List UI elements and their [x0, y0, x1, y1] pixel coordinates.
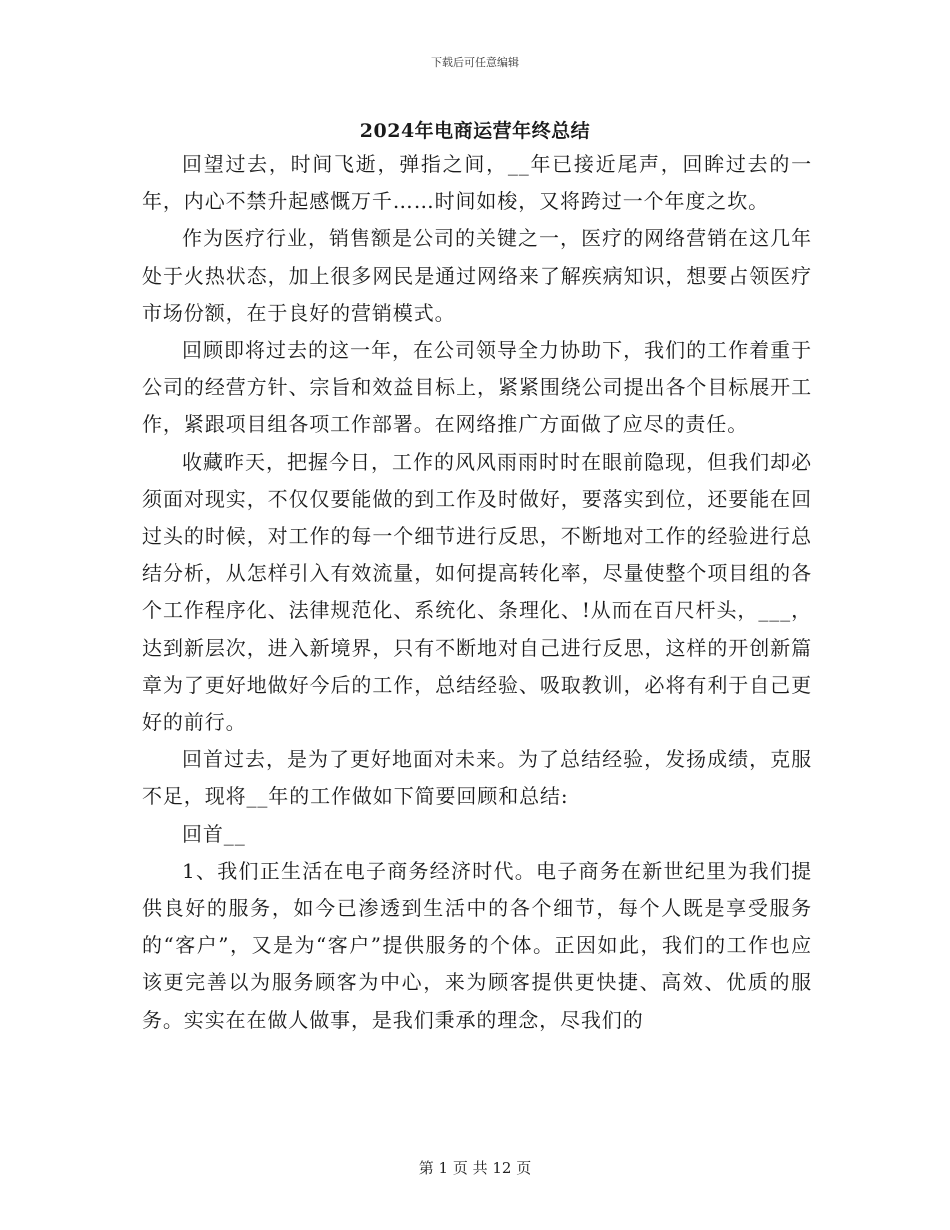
paragraph: 回首过去，是为了更好地面对未来。为了总结经验，发扬成绩，克服不足，现将__年的工作做如下简要回顾和总结:	[142, 747, 812, 809]
paragraph: 收藏昨天，把握今日，工作的风风雨雨时时在眼前隐现，但我们却必须面对现实，不仅仅要能做的到工作及时做好，要落实到位，还要能在回过头的时候，对工作的每一个细节进行反思，不断地对工作的经验进行总结分析，从怎样引入有效流量，如何提高转化率，尽量使整个项目组的各个工作程序化、法律规范化、系统化、条理化、!从而在百尺杆头，___，达到新层次，进入新境界，只有不断地对自己进行反思，这样的开创新篇章为了更好地做好今后的工作，总结经验、吸取教训，必将有利于自己更好的前行。	[142, 449, 812, 735]
document-title: 2024年电商运营年终总结	[359, 120, 591, 142]
page-number: 第 1 页 共 12 页	[418, 1159, 532, 1177]
paragraph: 回望过去，时间飞逝，弹指之间，__年已接近尾声，回眸过去的一年，内心不禁升起感慨万千……时间如梭，又将跨过一个年度之坎。	[142, 152, 812, 214]
paragraph: 回顾即将过去的这一年，在公司领导全力协助下，我们的工作着重于公司的经营方针、宗旨和效益目标上，紧紧围绕公司提出各个目标展开工作，紧跟项目组各项工作部署。在网络推广方面做了应尽的责任。	[142, 338, 812, 437]
paragraph: 回首__	[182, 821, 246, 846]
header-note: 下载后可任意编辑	[431, 56, 519, 69]
paragraph: 作为医疗行业，销售额是公司的关键之一，医疗的网络营销在这几年处于火热状态，加上很多网民是通过网络来了解疾病知识，想要占领医疗市场份额，在于良好的营销模式。	[142, 226, 812, 325]
document-body	[142, 146, 812, 1039]
paragraph: 1、我们正生活在电子商务经济时代。电子商务在新世纪里为我们提供良好的服务，如今已渗透到生活中的各个细节，每个人既是享受服务的“客户”，又是为“客户”提供服务的个体。正因如此，我们的工作也应该更完善以为服务顾客为中心，来为顾客提供更快捷、高效、优质的服务。实实在在做人做事，是我们秉承的理念，尽我们的	[142, 858, 812, 1032]
